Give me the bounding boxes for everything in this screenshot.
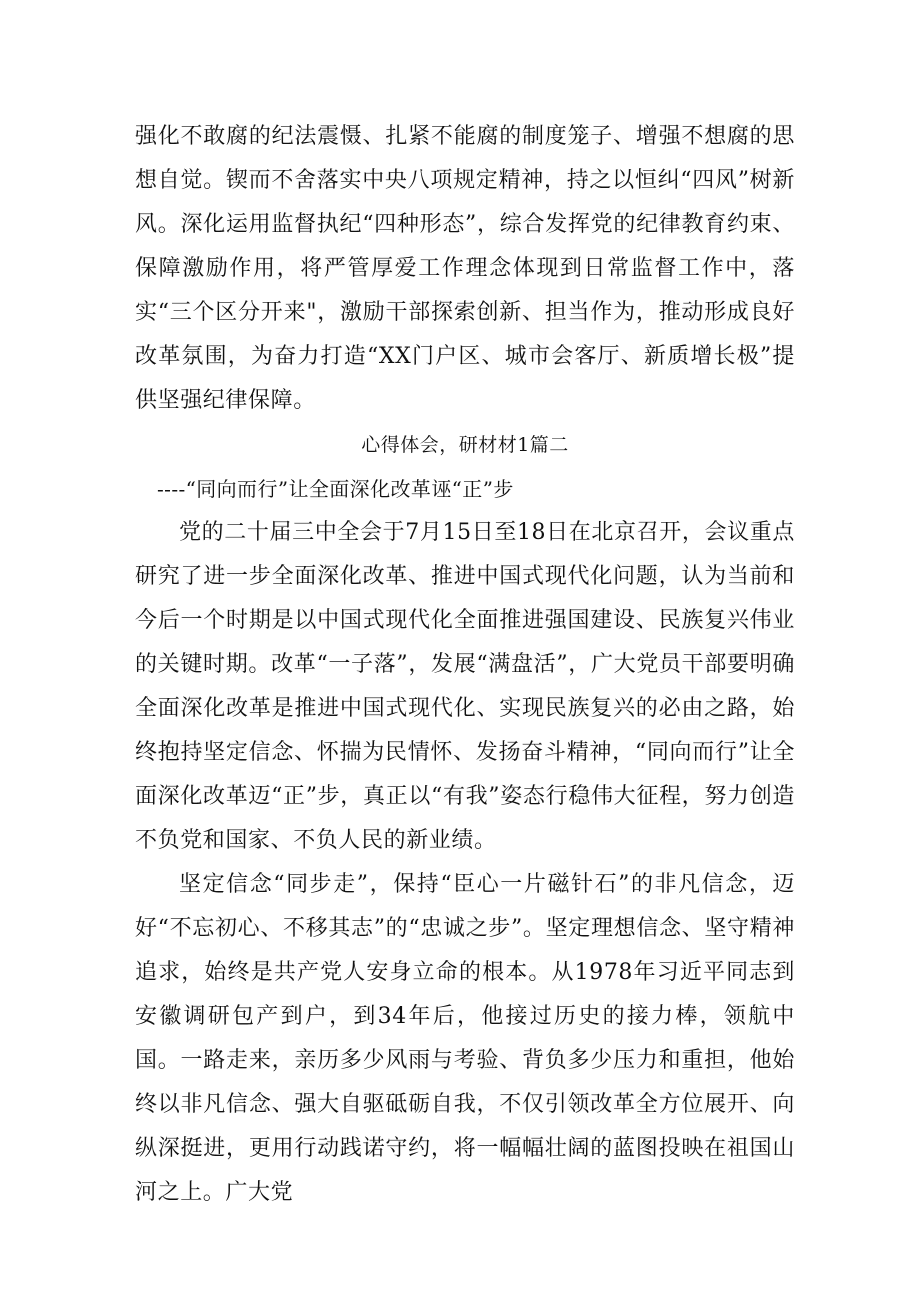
- paragraph-firm-belief: 坚定信念“同步走”，保持“臣心一片磁针石”的非凡信念，迈好“不忘初心、不移其志”的“忠诚之步”。坚定理想信念、坚守精神追求，始终是共产党人安身立命的根本。从1978年习近平同志到安徽调研包产到户，到34年后，他接过历史的接力棒，领航中国。一路走来，亲历多少风雨与考验、背负多少压力和重担，他始终以非凡信念、强大自驱砥砺自我，不仅引领改革全方位展开、向纵深挺进，更用行动践诺守约，将一幅幅壮阔的蓝图投映在祖国山河之上。广大党: [135, 872, 795, 1205]
- document-body: [135, 115, 795, 1215]
- paragraph-closing-part-one: 强化不敢腐的纪法震慑、扎紧不能腐的制度笼子、增强不想腐的思想自觉。锲而不舍落实中央八项规定精神，持之以恒纠“四风”树新风。深化运用监督执纪“四种形态”，综合发挥党的纪律教育约束、保障激励作用，将严管厚爱工作理念体现到日常监督工作中，落实“三个区分开来"，激励干部探索创新、担当作为，推动形成良好改革氛围，为奋力打造“XX门户区、城市会客厅、新质增长极”提供坚强纪律保障。: [135, 124, 795, 413]
- section-title: 心得体会，研材材1篇二: [361, 434, 569, 456]
- paragraph-intro: 党的二十届三中全会于7月15日至18日在北京召开，会议重点研究了进一步全面深化改革、推进中国式现代化问题，认为当前和今后一个时期是以中国式现代化全面推进强国建设、民族复兴伟业的关键时期。改革“一子落”，发展“满盘活”，广大党员干部要明确全面深化改革是推进中国式现代化、实现民族复兴的必由之路，始终抱持坚定信念、怀揣为民情怀、发扬奋斗精神，“同向而行”让全面深化改革迈“正”步，真正以“有我”姿态行稳伟大征程，努力创造不负党和国家、不负人民的新业绩。: [135, 520, 795, 853]
- section-subtitle: ----“同向而行”让全面深化改革诬“正”步: [157, 477, 514, 501]
